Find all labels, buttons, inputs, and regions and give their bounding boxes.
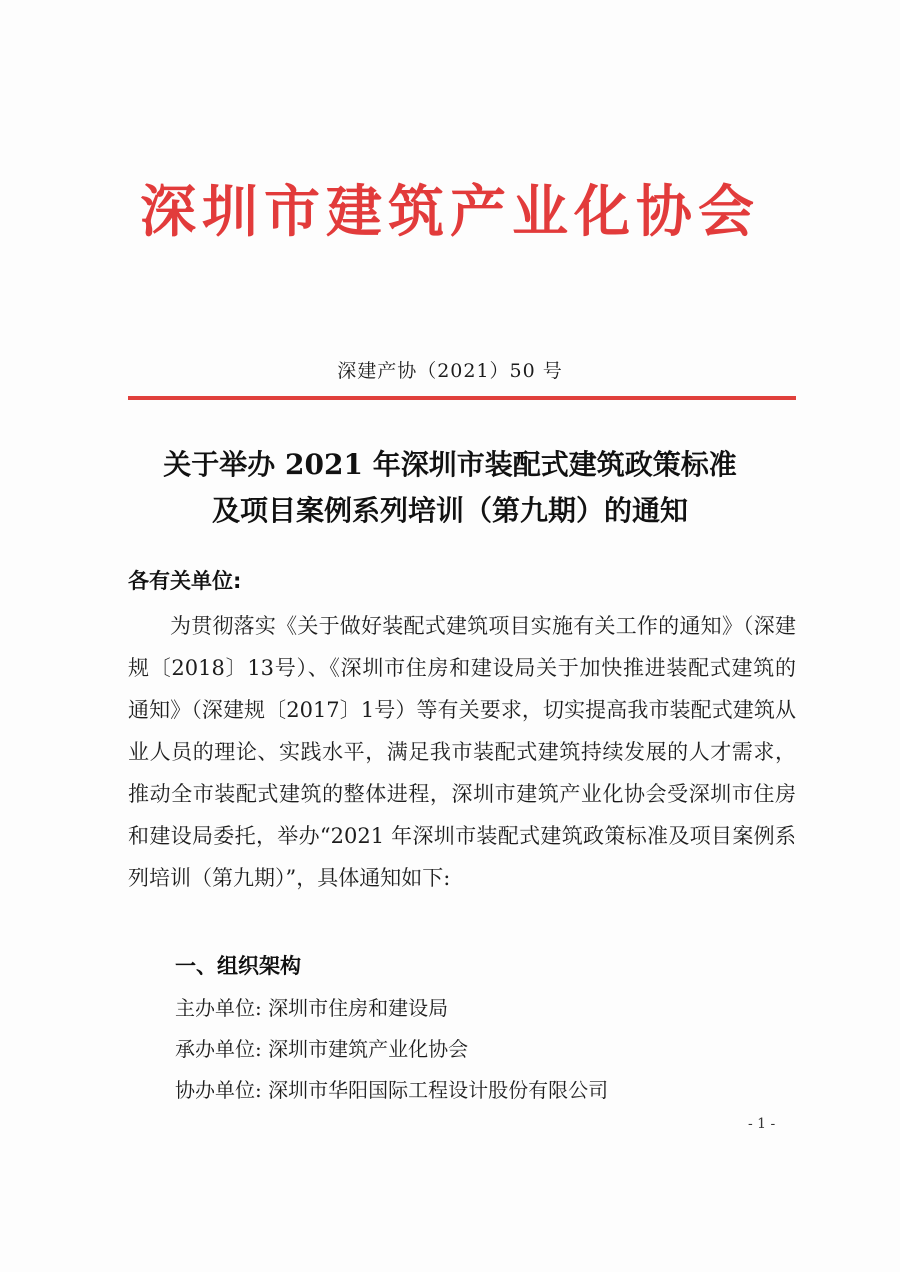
unit-row-host — [175, 988, 608, 1029]
notice-title — [100, 442, 800, 534]
unit-value: 深圳市华阳国际工程设计股份有限公司 — [268, 1078, 609, 1102]
body-paragraph: 为贯彻落实《关于做好装配式建筑项目实施有关工作的通知》（深建规〔2018〕13号）、《深圳市住房和建设局关于加快推进装配式建筑的通知》（深建规〔2017〕1号）等有关要求，切实提高我市装配式建筑从业人员的理论、实践水平，满足我市装配式建筑持续发展的人才需求，推动全市装配式建筑的整体进程，深圳市建筑产业化协会受深圳市住房和建设局委托，举办“2021 年深圳市装配式建筑政策标准及项目案例系列培训（第九期）”，具体通知如下: — [128, 614, 796, 890]
section-heading-organization: 一、组织架构 — [175, 954, 301, 978]
unit-label: 主办单位: — [175, 996, 262, 1020]
organization-units-list — [175, 988, 608, 1111]
notice-title-line-1: 关于举办 2021 年深圳市装配式建筑政策标准 — [163, 448, 737, 481]
red-divider — [128, 396, 796, 400]
document-number: 深建产协（2021）50 号 — [337, 360, 563, 382]
salutation: 各有关单位: — [128, 569, 242, 593]
unit-row-organizer — [175, 1029, 608, 1070]
page-number: - 1 - — [748, 1116, 776, 1132]
unit-value: 深圳市建筑产业化协会 — [268, 1037, 469, 1061]
notice-body — [128, 605, 796, 899]
org-header-title: 深圳市建筑产业化协会 — [140, 179, 760, 245]
unit-label: 协办单位: — [175, 1078, 262, 1102]
unit-label: 承办单位: — [175, 1037, 262, 1061]
notice-title-line-2: 及项目案例系列培训（第九期）的通知 — [211, 494, 688, 527]
unit-value: 深圳市住房和建设局 — [268, 996, 449, 1020]
unit-row-co-organizer — [175, 1070, 608, 1111]
